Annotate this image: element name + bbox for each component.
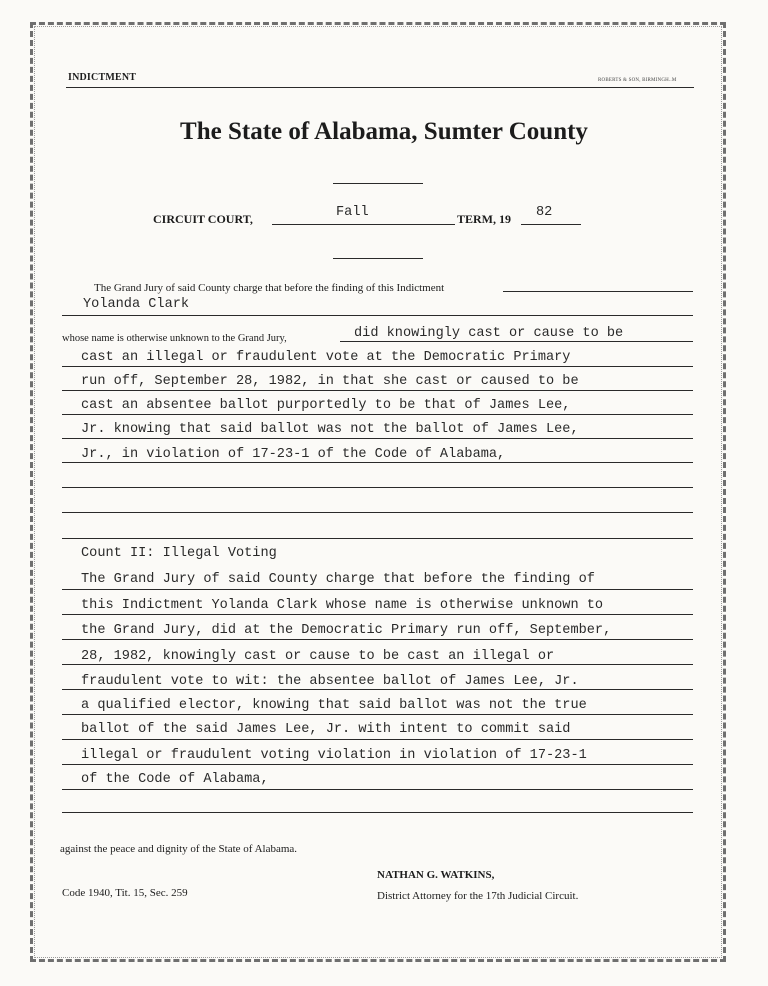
fill-line <box>62 589 693 590</box>
whose-name-label: whose name is otherwise unknown to the Grand Jury, <box>62 333 287 344</box>
title-rule <box>333 183 423 184</box>
fill-line <box>62 714 693 715</box>
count-two-line: illegal or fraudulent voting violation in violation of 17-23-1 <box>81 748 587 763</box>
intro-fill-line <box>503 291 693 292</box>
count-two-line: fraudulent vote to wit: the absentee ballot of James Lee, Jr. <box>81 674 579 689</box>
form-label: INDICTMENT <box>68 72 137 83</box>
document-title: The State of Alabama, Sumter County <box>180 118 588 145</box>
fill-line <box>62 487 693 488</box>
term-value: Fall <box>336 205 369 220</box>
fill-line <box>62 639 693 640</box>
court-rule <box>333 258 423 259</box>
defendant-name: Yolanda Clark <box>83 297 190 312</box>
fill-line <box>62 390 693 391</box>
charge-line: cast an illegal or fraudulent vote at the Democratic Primary <box>81 350 571 365</box>
fill-line <box>62 739 693 740</box>
fill-line <box>62 614 693 615</box>
district-attorney-name: NATHAN G. WATKINS, <box>377 869 495 881</box>
charge-line: Jr. knowing that said ballot was not the ballot of James Lee, <box>81 422 579 437</box>
fill-line <box>62 438 693 439</box>
charge-line: Jr., in violation of 17-23-1 of the Code of Alabama, <box>81 447 506 462</box>
count-two-line: ballot of the said James Lee, Jr. with intent to commit said <box>81 722 571 737</box>
fill-line <box>62 512 693 513</box>
count-two-line: a qualified elector, knowing that said ballot was not the true <box>81 698 587 713</box>
circuit-court-label: CIRCUIT COURT, <box>153 212 253 226</box>
fill-line <box>62 689 693 690</box>
charge-intro: The Grand Jury of said County charge that before the finding of this Indictment <box>94 282 445 294</box>
fill-line <box>62 764 693 765</box>
fill-line <box>340 341 693 342</box>
count-two-line: of the Code of Alabama, <box>81 772 269 787</box>
printer-imprint: ROBERTS & SON, BIRMINGH..M <box>598 78 677 83</box>
fill-line <box>62 664 693 665</box>
fill-line <box>62 538 693 539</box>
against-peace-text: against the peace and dignity of the State of Alabama. <box>60 843 298 855</box>
charge-line: run off, September 28, 1982, in that she cast or caused to be <box>81 374 579 389</box>
fill-line <box>62 812 693 813</box>
charge-line: cast an absentee ballot purportedly to be that of James Lee, <box>81 398 571 413</box>
charge-line: did knowingly cast or cause to be <box>354 326 624 341</box>
document-inner-border <box>34 26 722 958</box>
term-label: TERM, 19 <box>457 212 511 226</box>
code-citation: Code 1940, Tit. 15, Sec. 259 <box>62 887 188 899</box>
count-two-line: the Grand Jury, did at the Democratic Primary run off, September, <box>81 623 612 638</box>
count-two-line: this Indictment Yolanda Clark whose name is otherwise unknown to <box>81 598 604 613</box>
year-fill-line <box>521 224 581 225</box>
district-attorney-title: District Attorney for the 17th Judicial Circuit. <box>377 890 579 902</box>
count-two-line: 28, 1982, knowingly cast or cause to be cast an illegal or <box>81 649 555 664</box>
fill-line <box>62 414 693 415</box>
header-rule <box>66 87 694 88</box>
fill-line <box>62 366 693 367</box>
count-two-heading: Count II: Illegal Voting <box>81 546 277 561</box>
fill-line <box>62 315 693 316</box>
fill-line <box>62 462 693 463</box>
year-value: 82 <box>536 205 553 220</box>
count-two-line: The Grand Jury of said County charge that before the finding of <box>81 572 595 587</box>
term-fill-line <box>272 224 455 225</box>
fill-line <box>62 789 693 790</box>
